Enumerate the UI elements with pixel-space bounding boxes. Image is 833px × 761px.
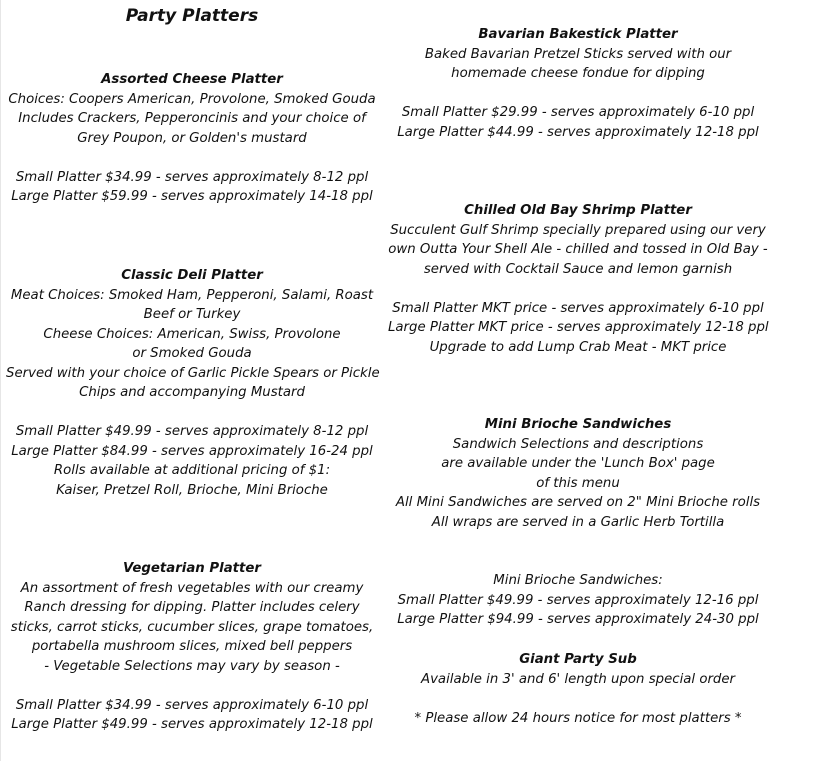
platter-line: - Vegetable Selections may vary by season -	[44, 658, 340, 674]
platter-line: Choices: Coopers American, Provolone, Smoked Gouda	[8, 91, 376, 107]
blank-line	[388, 552, 768, 572]
blank-line	[388, 279, 768, 299]
platter-line: or Smoked Gouda	[132, 346, 252, 361]
platter-line: An assortment of fresh vegetables with our creamy	[20, 580, 364, 596]
platter-line: Small Platter MKT price - serves approximately 6-10 ppl	[392, 300, 764, 316]
platter-line: Includes Crackers, Pepperoncinis and your choice of	[18, 111, 366, 126]
platter-line: Large Platter $44.99 - serves approximately 12-18 ppl	[397, 124, 759, 140]
platter-title: Giant Party Sub	[519, 652, 637, 667]
platter-line: Served with your choice of Garlic Pickle Spears or Pickle	[6, 365, 380, 381]
platter-line: Cheese Choices: American, Swiss, Provolone	[43, 326, 341, 342]
platter-line: own Outta Your Shell Ale - chilled and tossed in Old Bay -	[388, 242, 768, 257]
platter-line: Meat Choices: Smoked Ham, Pepperoni, Salami, Roast	[10, 287, 374, 303]
platter-mini-brioche-sandwiches	[388, 415, 768, 630]
platter-title: Classic Deli Platter	[121, 268, 263, 283]
platter-line: Small Platter $34.99 - serves approximately 8-12 ppl	[15, 169, 369, 185]
blank-line	[388, 532, 768, 552]
platter-bavarian-bakestick-platter	[388, 25, 768, 142]
platter-line: Available in 3' and 6' length upon special order	[420, 671, 736, 687]
blank-line	[6, 403, 378, 423]
platter-vegetarian-platter	[6, 559, 378, 735]
platter-assorted-cheese-platter	[6, 70, 378, 207]
platter-line: Small Platter $49.99 - serves approximately 12-16 ppl	[397, 592, 759, 608]
platter-line: Baked Bavarian Pretzel Sticks served with our	[424, 46, 732, 62]
platter-line: Large Platter $59.99 - serves approximately 14-18 ppl	[11, 189, 373, 204]
platter-title: Bavarian Bakestick Platter	[478, 27, 678, 42]
platter-line: Large Platter $49.99 - serves approximately 12-18 ppl	[11, 717, 373, 732]
platter-line: Ranch dressing for dipping. Platter includes celery	[24, 600, 360, 615]
platter-line: Grey Poupon, or Golden's mustard	[77, 130, 307, 146]
platter-title: Assorted Cheese Platter	[101, 72, 283, 87]
page-title: Party Platters	[125, 6, 259, 26]
blank-line	[388, 689, 768, 709]
platter-line: homemade cheese fondue for dipping	[451, 66, 705, 81]
platter-line: Upgrade to add Lump Crab Meat - MKT price	[429, 339, 727, 355]
platter-line: Small Platter $49.99 - serves approximately 8-12 ppl	[15, 424, 369, 439]
platter-line: Succulent Gulf Shrimp specially prepared using our very	[390, 222, 766, 238]
platter-line: * Please allow 24 hours notice for most platters *	[414, 710, 742, 726]
platter-line: Chips and accompanying Mustard	[79, 385, 305, 400]
platter-giant-party-sub	[388, 650, 768, 728]
platter-title: Chilled Old Bay Shrimp Platter	[464, 203, 692, 218]
left-border	[0, 0, 1, 761]
platter-line: Large Platter MKT price - serves approximately 12-18 ppl	[388, 320, 769, 335]
platter-title: Vegetarian Platter	[123, 561, 261, 576]
platter-line: Rolls available at additional pricing of $1:	[53, 463, 331, 478]
blank-line	[388, 84, 768, 104]
platter-classic-deli-platter	[6, 266, 378, 500]
platter-line: served with Cocktail Sauce and lemon garnish	[423, 261, 733, 277]
platter-line: All Mini Sandwiches are served on 2" Mini Brioche rolls	[395, 495, 761, 510]
platter-line: portabella mushroom slices, mixed bell peppers	[31, 639, 353, 654]
platter-line: are available under the 'Lunch Box' page	[441, 456, 715, 471]
platter-line: Large Platter $94.99 - serves approximately 24-30 ppl	[397, 612, 759, 627]
platter-chilled-old-bay-shrimp-platter	[388, 201, 768, 357]
platter-line: of this menu	[536, 475, 620, 491]
platter-line: sticks, carrot sticks, cucumber slices, grape tomatoes,	[10, 619, 374, 635]
blank-line	[6, 676, 378, 696]
platter-line: Kaiser, Pretzel Roll, Brioche, Mini Brioche	[56, 482, 328, 498]
platter-line: Small Platter $29.99 - serves approximately 6-10 ppl	[401, 105, 755, 120]
platter-line: Beef or Turkey	[143, 307, 241, 322]
platter-line: Large Platter $84.99 - serves approximately 16-24 ppl	[11, 443, 373, 459]
platter-line: All wraps are served in a Garlic Herb Tortilla	[431, 514, 725, 530]
blank-line	[6, 148, 378, 168]
platter-title: Mini Brioche Sandwiches	[484, 417, 672, 432]
platter-line: Small Platter $34.99 - serves approximately 6-10 ppl	[15, 697, 369, 713]
platter-line: Sandwich Selections and descriptions	[452, 436, 704, 452]
platter-line: Mini Brioche Sandwiches:	[493, 573, 663, 588]
